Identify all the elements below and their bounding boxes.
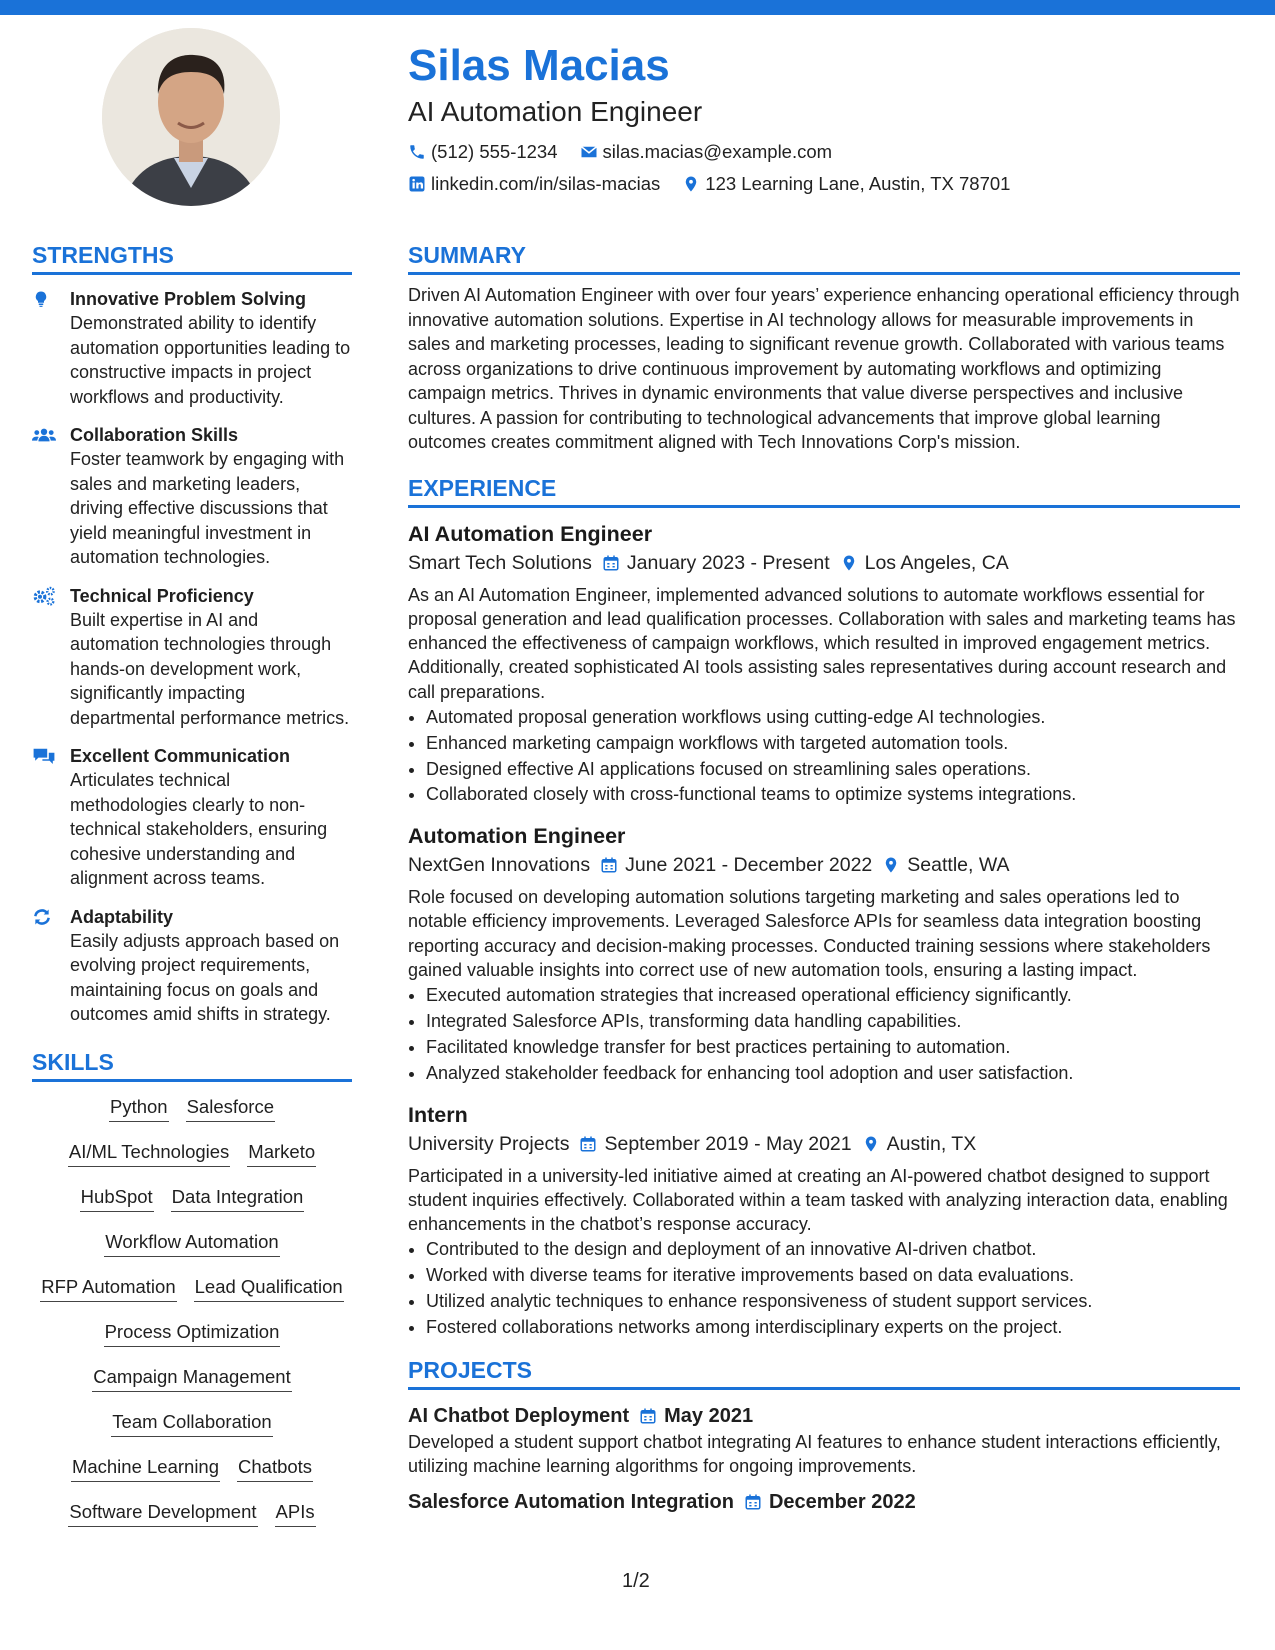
project-entry bbox=[408, 1488, 1240, 1516]
job-bullet: • Utilized analytic techniques to enhance responsiveness of student support services. bbox=[426, 1289, 1240, 1315]
job-dates: September 2019 - May 2021 bbox=[604, 1132, 852, 1155]
calendar-icon bbox=[579, 1135, 597, 1153]
strength-item bbox=[32, 584, 352, 731]
strength-description: Articulates technical methodologies clearly to non-technical stakeholders, ensuring cohesive understanding and alignment across teams. bbox=[70, 770, 328, 888]
comments-icon bbox=[32, 746, 56, 766]
strength-title: Innovative Problem Solving bbox=[70, 289, 307, 309]
project-entry bbox=[408, 1402, 1240, 1479]
calendar-icon bbox=[600, 856, 618, 874]
job-bullet: • Executed automation strategies that increased operational efficiency significantly. bbox=[426, 983, 1240, 1009]
job-bullet: • Designed effective AI applications focused on streamlining sales operations. bbox=[426, 757, 1240, 783]
linkedin-url: linkedin.com/in/silas-macias bbox=[431, 173, 661, 194]
right-column bbox=[408, 240, 1240, 1516]
skill-tag: Lead Qualification bbox=[194, 1274, 344, 1302]
map-marker-icon bbox=[882, 856, 900, 874]
job-description: Role focused on developing automation solutions targeting marketing and sales operations led to notable efficiency improvements. Leveraged Salesforce APIs for seamless data integration boosting reporting accuracy and decision-making processes. Conducted training sessions where stakeholders gained valuable insights into correct use of new automation tools, ensuring a lasting impact. bbox=[408, 887, 1211, 981]
company-name: Smart Tech Solutions bbox=[408, 551, 592, 574]
map-marker-icon bbox=[862, 1135, 880, 1153]
email-contact[interactable] bbox=[580, 141, 833, 163]
gears-icon bbox=[32, 586, 56, 606]
lightbulb-icon bbox=[32, 289, 50, 309]
skills-heading: SKILLS bbox=[32, 1047, 352, 1082]
resume-header bbox=[408, 40, 1238, 200]
skill-tag: Campaign Management bbox=[92, 1364, 291, 1392]
calendar-icon bbox=[639, 1407, 657, 1425]
skill-tag: Salesforce bbox=[186, 1094, 275, 1122]
experience-heading: EXPERIENCE bbox=[408, 473, 1240, 508]
job-description: Participated in a university-led initiative aimed at creating an AI-powered chatbot designed to support student inquiries effectively. Collaborated within a team tasked with analyzing interaction data, enabling enhancements in the chatbot’s response accuracy. bbox=[408, 1165, 1228, 1235]
skill-tag: Machine Learning bbox=[71, 1454, 220, 1482]
users-icon bbox=[32, 425, 56, 445]
job-bullet: • Collaborated closely with cross-functional teams to optimize systems integrations. bbox=[426, 782, 1240, 808]
skill-tag: Marketo bbox=[247, 1139, 316, 1167]
job-dates: January 2023 - Present bbox=[626, 551, 830, 574]
project-title: AI Chatbot Deployment bbox=[408, 1404, 630, 1427]
job-dates: June 2021 - December 2022 bbox=[625, 854, 873, 877]
candidate-role: AI Automation Engineer bbox=[408, 96, 703, 127]
strength-item bbox=[32, 423, 352, 570]
company-name: University Projects bbox=[408, 1132, 570, 1155]
skill-tag: Software Development bbox=[68, 1499, 257, 1527]
job-bullet: • Worked with diverse teams for iterative improvements based on data evaluations. bbox=[426, 1263, 1240, 1289]
project-description: Developed a student support chatbot integrating AI features to enhance student interactions efficiently, utilizing machine learning algorithms for ongoing improvements. bbox=[408, 1431, 1221, 1476]
home-address: 123 Learning Lane, Austin, TX 78701 bbox=[705, 173, 1011, 194]
skill-tag: Python bbox=[109, 1094, 169, 1122]
job-entry bbox=[408, 520, 1240, 809]
job-bullet: • Automated proposal generation workflows using cutting-edge AI technologies. bbox=[426, 705, 1240, 731]
linkedin-contact[interactable] bbox=[408, 173, 660, 195]
job-title: Intern bbox=[408, 1102, 468, 1127]
page-number: 1/2 bbox=[622, 1570, 650, 1592]
skill-tag: Process Optimization bbox=[104, 1319, 281, 1347]
job-bullet: • Integrated Salesforce APIs, transforming data handling capabilities. bbox=[426, 1009, 1240, 1035]
job-location: Austin, TX bbox=[886, 1132, 977, 1155]
projects-heading: PROJECTS bbox=[408, 1355, 1240, 1390]
strength-item bbox=[32, 287, 352, 409]
job-bullet: • Fostered collaborations networks among interdisciplinary experts on the project. bbox=[426, 1315, 1240, 1341]
sync-icon bbox=[32, 907, 52, 927]
strength-title: Adaptability bbox=[70, 906, 174, 927]
strength-item bbox=[32, 905, 352, 1027]
job-title: AI Automation Engineer bbox=[408, 521, 653, 546]
project-title: Salesforce Automation Integration bbox=[408, 1491, 734, 1514]
envelope-icon bbox=[580, 143, 598, 161]
strength-item bbox=[32, 744, 352, 891]
job-bullet: • Facilitated knowledge transfer for best practices pertaining to automation. bbox=[426, 1035, 1240, 1061]
strength-title: Excellent Communication bbox=[70, 746, 291, 766]
job-title: Automation Engineer bbox=[408, 824, 626, 849]
project-date: May 2021 bbox=[664, 1404, 754, 1427]
calendar-icon bbox=[744, 1493, 762, 1511]
skill-tag: Chatbots bbox=[237, 1454, 313, 1482]
linkedin-icon bbox=[408, 175, 426, 193]
job-entry bbox=[408, 1101, 1240, 1341]
strength-description: Easily adjusts approach based on evolving project requirements, maintaining focus on goals and outcomes amid shifts in strategy. bbox=[70, 930, 340, 1024]
skill-tag: HubSpot bbox=[80, 1184, 154, 1212]
phone-contact[interactable] bbox=[408, 141, 558, 163]
phone-number: (512) 555-1234 bbox=[431, 141, 558, 162]
skill-tag: Workflow Automation bbox=[104, 1229, 279, 1257]
strengths-heading: STRENGTHS bbox=[32, 240, 352, 275]
phone-icon bbox=[408, 143, 426, 161]
strength-title: Collaboration Skills bbox=[70, 425, 239, 445]
skill-tag: RFP Automation bbox=[40, 1274, 176, 1302]
left-column bbox=[32, 240, 352, 1544]
company-name: NextGen Innovations bbox=[408, 854, 591, 877]
contact-info bbox=[408, 136, 1238, 200]
job-description: As an AI Automation Engineer, implemented advanced solutions to automate workflows essential for proposal generation and lead qualification processes. Collaboration with sales and marketing teams has enhanced the effectiveness of campaign workflows, which resulted in improved engagement metrics. Additionally, created sophisticated AI tools assisting sales representatives during account research and call preparations. bbox=[408, 584, 1236, 702]
candidate-name: Silas Macias bbox=[408, 41, 670, 90]
summary-text: Driven AI Automation Engineer with over four years’ experience enhancing operational efficiency through innovative automation solutions. Expertise in AI technology allows for measurable improvements in sales and marketing processes, leading to significant revenue growth. Collaborated with various teams across organizations to drive continuous improvement by automating workflows and optimizing campaign metrics. Thrives in dynamic environments that value diverse perspectives and inclusive cultures. A passion for contributing to technological advancements that improve global learning outcomes creates commitment aligned with Tech Innovations Corp's mission. bbox=[408, 285, 1240, 452]
skill-tag: AI/ML Technologies bbox=[68, 1139, 230, 1167]
profile-photo bbox=[102, 28, 280, 206]
map-marker-icon bbox=[840, 554, 858, 572]
top-accent-bar bbox=[0, 0, 1275, 15]
strength-description: Built expertise in AI and automation technologies through hands-on development work, significantly impacting departmental performance metrics. bbox=[70, 609, 350, 728]
calendar-icon bbox=[602, 554, 620, 572]
skill-tag: APIs bbox=[275, 1499, 316, 1527]
strength-description: Demonstrated ability to identify automation opportunities leading to constructive impacts in project workflows and productivity. bbox=[70, 313, 351, 407]
skill-tag: Data Integration bbox=[171, 1184, 305, 1212]
strength-description: Foster teamwork by engaging with sales and marketing leaders, driving effective discussions that yield meaningful investment in automation technologies. bbox=[70, 449, 345, 567]
job-location: Seattle, WA bbox=[907, 854, 1010, 877]
address-contact bbox=[682, 173, 1010, 195]
job-location: Los Angeles, CA bbox=[864, 551, 1009, 574]
skill-tag: Team Collaboration bbox=[111, 1409, 272, 1437]
email-address: silas.macias@example.com bbox=[602, 141, 833, 162]
skills-list bbox=[32, 1094, 352, 1544]
job-bullet: • Contributed to the design and deployment of an innovative AI-driven chatbot. bbox=[426, 1237, 1240, 1263]
strength-title: Technical Proficiency bbox=[70, 585, 254, 606]
map-marker-icon bbox=[682, 175, 700, 193]
job-entry bbox=[408, 822, 1240, 1086]
job-bullet: • Analyzed stakeholder feedback for enhancing tool adoption and user satisfaction. bbox=[426, 1061, 1240, 1087]
summary-heading: SUMMARY bbox=[408, 240, 1240, 275]
job-bullet: • Enhanced marketing campaign workflows with targeted automation tools. bbox=[426, 731, 1240, 757]
project-date: December 2022 bbox=[768, 1491, 916, 1514]
